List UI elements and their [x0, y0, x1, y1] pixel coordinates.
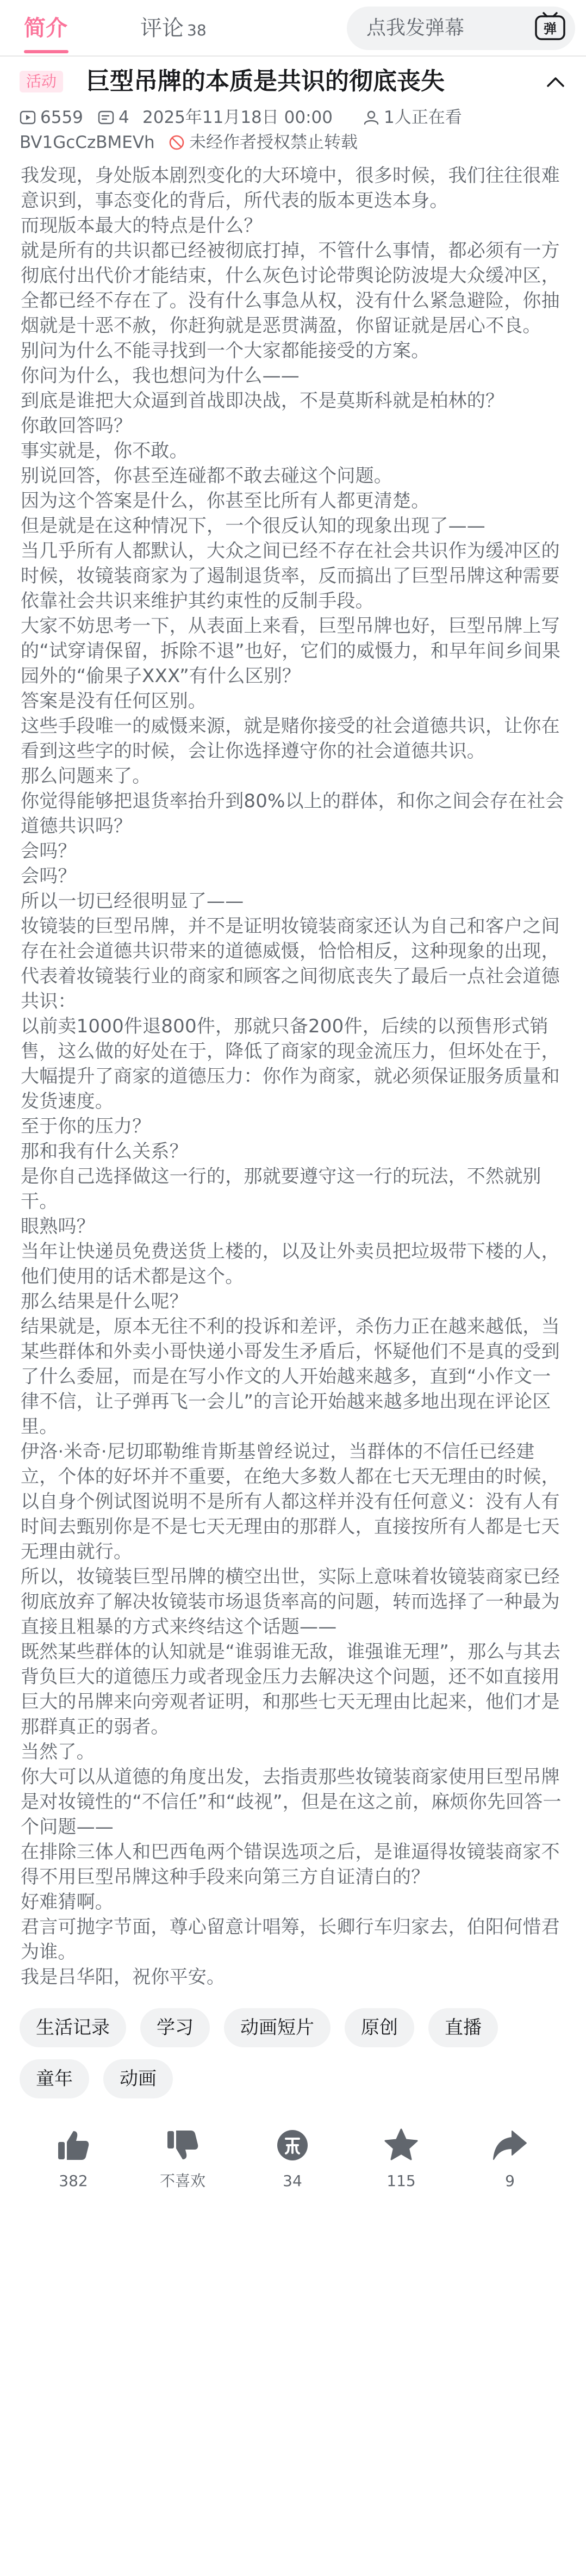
danmaku-placeholder: 点我发弹幕: [366, 17, 465, 39]
description-paragraph: 而现版本最大的特点是什么？: [21, 215, 263, 237]
description-paragraph: 那么问题来了。: [21, 765, 151, 787]
description-paragraph: 你觉得能够把退货率抬升到80%以上的群体，和你之间会存在社会道德共识吗？: [21, 790, 564, 837]
tag-chip[interactable]: 生活记录: [20, 2008, 126, 2047]
thumbs-up-icon: [55, 2127, 92, 2164]
description-paragraph: 答案是没有任何区别。: [21, 690, 207, 712]
no-reprint-icon: [169, 134, 185, 151]
description-paragraph: 会吗？: [21, 840, 77, 862]
description-paragraph: 那和我有什么关系？: [21, 1141, 188, 1162]
description-paragraph: 所以，妆镜装巨型吊牌的横空出世，实际上意味着妆镜装商家已经彻底放弃了解决妆镜装市场退货率高的问题，转而选择了一种最为直接且粗暴的方式来终结这个话题——: [21, 1566, 560, 1638]
watching-now: 1人正在看: [384, 108, 462, 127]
favorite-count: 115: [386, 2172, 416, 2190]
danmaku-button-label: 弹: [544, 21, 557, 36]
danmaku-count: 4: [119, 108, 129, 127]
description-paragraph: 当年让快递员免费送货上楼的，以及让外卖员把垃圾带下楼的人，他们使用的话术都是这个。: [21, 1241, 560, 1287]
video-description: [0, 159, 586, 1990]
description-paragraph: 大家不妨思考一下，从表面上来看，巨型吊牌也好，巨型吊牌上写的“试穿请保留，拆除不退”也好，它们的威慑力，和早年间乡间果园外的“偷果子XXX”有什么区别？: [21, 615, 561, 687]
tag-chip[interactable]: 动画短片: [224, 2008, 331, 2047]
tag-chip[interactable]: 学习: [140, 2008, 210, 2047]
description-paragraph: 事实就是，你不敢。: [21, 440, 188, 462]
description-paragraph: 好难猜啊。: [21, 1891, 114, 1913]
watching-now-icon: [363, 109, 379, 126]
danmaku-count-icon: [98, 109, 114, 126]
favorite-button[interactable]: [358, 2127, 445, 2190]
danmaku-toggle-icon[interactable]: [533, 11, 568, 46]
star-icon: [383, 2127, 420, 2164]
description-paragraph: 当然了。: [21, 1741, 95, 1763]
action-bar: [0, 2120, 586, 2218]
description-paragraph: 所以一切已经很明显了——: [21, 890, 244, 912]
description-paragraph: 别问为什么不能寻找到一个大家都能接受的方案。: [21, 340, 430, 362]
description-paragraph: 因为这个答案是什么，你甚至比所有人都更清楚。: [21, 490, 430, 512]
description-paragraph: 伊洛·米奇·尼切耶勒维肯斯基曾经说过，当群体的不信任已经建立，个体的好坏并不重要，在绝大多数人都在七天无理由的时候，以自身个例试图说明不是所有人都这样并没有任何意义：没有人有时间去甄别你是不是七天无理由的那群人，直接按所有人都是七天无理由就行。: [21, 1441, 560, 1563]
description-paragraph: 君言可抛字节面，尊心留意计唱筹，长卿行车归家去，伯阳何惜君为谁。: [21, 1916, 560, 1963]
description-paragraph: 会吗？: [21, 865, 77, 887]
tag-chip[interactable]: 童年: [20, 2059, 89, 2098]
coin-button[interactable]: [249, 2127, 336, 2190]
description-paragraph: 我发现，身处版本剧烈变化的大环境中，很多时候，我们往往很难意识到，事态变化的背后，所代表的版本更迭本身。: [21, 165, 560, 212]
like-button[interactable]: [30, 2127, 117, 2190]
description-paragraph: 结果就是，原本无往不利的投诉和差评，杀伤力正在越来越低，当某些群体和外卖小哥快递小哥发生矛盾后，怀疑他们不是真的受到了什么委屈，而是在写小作文的人开始越来越多，直到“小作文一律不信，让子弹再飞一会儿”的言论开始越来越多地出现在评论区里。: [21, 1316, 560, 1438]
description-paragraph: 在排除三体人和巴西龟两个错误选项之后，是谁逼得妆镜装商家不得不用巨型吊牌这种手段来向第三方自证清白的？: [21, 1841, 560, 1888]
like-count: 382: [59, 2172, 88, 2190]
view-count: 6559: [40, 108, 83, 127]
comments-count: 38: [187, 21, 207, 39]
description-paragraph: 至于你的压力？: [21, 1116, 151, 1137]
dislike-label: 不喜欢: [159, 2172, 205, 2190]
top-tab-bar: [0, 0, 586, 57]
description-paragraph: 你敢回答吗？: [21, 415, 133, 437]
description-paragraph: 既然某些群体的认知就是“谁弱谁无敌，谁强谁无理”，那么与其去背负巨大的道德压力或者现金压力去解决这个问题，还不如直接用巨大的吊牌来向旁观者证明，和那些七天无理由比起来，他们才是那群真正的弱者。: [21, 1641, 561, 1738]
share-count: 9: [505, 2172, 515, 2190]
chevron-up-icon[interactable]: [545, 74, 566, 89]
tag-list: [0, 1990, 586, 2098]
tag-chip[interactable]: 原创: [345, 2008, 414, 2047]
video-id-row: [0, 129, 586, 159]
tab-comments-label: 评论: [140, 16, 184, 41]
description-paragraph: 别说回答，你甚至连碰都不敢去碰这个问题。: [21, 465, 392, 487]
description-paragraph: 以前卖1000件退800件，那就只备200件，后续的以预售形式销售，这么做的好处在于，降低了商家的现金流压力，但坏处在于，大幅提升了商家的道德压力：你作为商家，就必须保证服务质量和发货速度。: [21, 1015, 560, 1112]
description-paragraph: 妆镜装的巨型吊牌，并不是证明妆镜装商家还认为自己和客户之间存在社会道德共识带来的道德威慑，恰恰相反，这种现象的出现，代表着妆镜装行业的商家和顾客之间彻底丧失了最后一点社会道德共识：: [21, 915, 560, 1012]
description-paragraph: 当几乎所有人都默认，大众之间已经不存在社会共识作为缓冲区的时候，妆镜装商家为了遏制退货率，反而搞出了巨型吊牌这种需要依靠社会共识来维护其约束性的反制手段。: [21, 540, 560, 612]
play-count-icon: [20, 109, 36, 126]
video-title: 巨型吊牌的本质是共识的彻底丧失: [86, 67, 445, 95]
tag-chip[interactable]: 直播: [428, 2008, 498, 2047]
description-paragraph: 眼熟吗？: [21, 1216, 95, 1237]
thumbs-down-icon: [164, 2127, 201, 2164]
description-paragraph: 就是所有的共识都已经被彻底打掉，不管什么事情，都必须有一方彻底付出代价才能结束，什么灰色讨论带舆论防波堤大众缓冲区，全都已经不存在了。没有什么事急从权，没有什么紧急避险，你抽烟就是十恶不赦，你赶狗就是恶贯满盈，你留证就是居心不良。: [21, 240, 560, 337]
share-button[interactable]: [466, 2127, 553, 2190]
tag-chip[interactable]: 动画: [103, 2059, 173, 2098]
description-paragraph: 我是吕华阳，祝你平安。: [21, 1966, 226, 1988]
coin-count: 34: [283, 2172, 302, 2190]
publish-time: 2025年11月18日 00:00: [142, 108, 333, 127]
video-meta: [0, 102, 586, 129]
activity-badge: 活动: [20, 71, 63, 92]
bvid: BV1GcCzBMEVh: [20, 133, 155, 152]
share-icon: [491, 2127, 528, 2164]
description-paragraph: 到底是谁把大众逼到首战即决战，不是莫斯科就是柏林的？: [21, 390, 504, 412]
description-paragraph: 这些手段唯一的威慑来源，就是赌你接受的社会道德共识，让你在看到这些字的时候，会让你选择遵守你的社会道德共识。: [21, 715, 560, 762]
tab-comments[interactable]: [140, 16, 207, 42]
active-tab-indicator: [24, 50, 68, 53]
danmaku-input[interactable]: [347, 7, 575, 50]
description-paragraph: 但是就是在这种情况下，一个很反认知的现象出现了——: [21, 515, 485, 537]
title-row: [0, 57, 586, 102]
description-paragraph: 你问为什么，我也想问为什么——: [21, 365, 300, 387]
coin-icon: [274, 2127, 311, 2164]
tab-intro[interactable]: 简介: [24, 16, 67, 41]
copyright-notice: 未经作者授权禁止转载: [189, 133, 358, 152]
dislike-button[interactable]: [139, 2127, 226, 2190]
description-paragraph: 那么结果是什么呢？: [21, 1291, 188, 1312]
description-paragraph: 是你自己选择做这一行的，那就要遵守这一行的玩法，不然就别干。: [21, 1166, 541, 1212]
description-paragraph: 你大可以从道德的角度出发，去指责那些妆镜装商家使用巨型吊牌是对妆镜性的“不信任”和“歧视”，但是在这之前，麻烦你先回答一个问题——: [21, 1766, 562, 1838]
